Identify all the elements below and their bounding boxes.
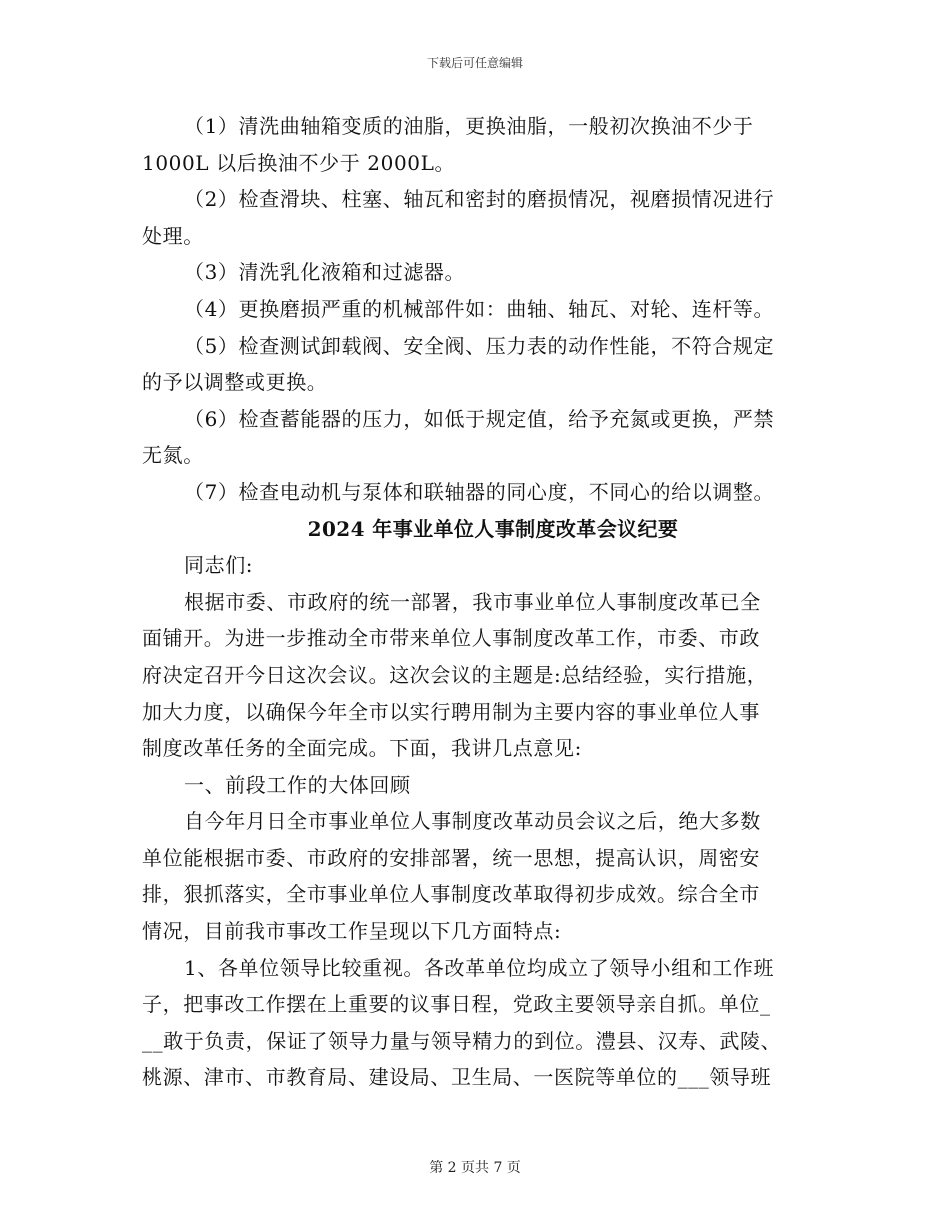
text-line: 无氮。 <box>142 443 204 468</box>
page-footer: 第 2 页共 7 页 <box>429 1160 521 1176</box>
text-line: 面铺开。为进一步推动全市带来单位人事制度改革工作，市委、市政 <box>142 626 760 651</box>
section-title: 2024 年事业单位人事制度改革会议纪要 <box>307 516 679 541</box>
document-body <box>142 108 808 1096</box>
text-line: 单位能根据市委、市政府的安排部署，统一思想，提高认识，周密安 <box>142 845 760 870</box>
text-line: 1000L 以后换油不少于 2000L。 <box>142 150 456 175</box>
text-line: 情况，目前我市事改工作呈现以下几方面特点: <box>142 919 562 944</box>
text-line: 桃源、津市、市教育局、建设局、卫生局、一医院等单位的___领导班 <box>142 1065 772 1090</box>
text-line: 子，把事改工作摆在上重要的议事日程，党政主要领导亲自抓。单位_ <box>142 992 771 1017</box>
text-line: 处理。 <box>142 223 204 248</box>
text-line: （7）检查电动机与泵体和联轴器的同心度，不同心的给以调整。 <box>184 479 775 504</box>
text-line: （6）检查蓄能器的压力，如低于规定值，给予充氮或更换，严禁 <box>184 406 775 431</box>
text-line: 的予以调整或更换。 <box>142 370 328 395</box>
page-header: 下载后可任意编辑 <box>426 56 523 70</box>
text-line: （1）清洗曲轴箱变质的油脂，更换油脂，一般初次换油不少于 <box>184 114 754 138</box>
text-line: （5）检查测试卸载阀、安全阀、压力表的动作性能，不符合规定 <box>184 333 775 358</box>
text-line: 府决定召开今日这次会议。这次会议的主题是:总结经验，实行措施， <box>142 662 768 687</box>
text-line: 根据市委、市政府的统一部署，我市事业单位人事制度改革已全 <box>184 589 761 614</box>
text-line: 自今年月日全市事业单位人事制度改革动员会议之后，绝大多数 <box>184 809 761 834</box>
text-line: 同志们: <box>184 553 254 578</box>
text-line: 一、前段工作的大体回顾 <box>184 772 411 797</box>
text-line: （4）更换磨损严重的机械部件如：曲轴、轴瓦、对轮、连杆等。 <box>184 296 775 321</box>
text-line: 制度改革任务的全面完成。下面，我讲几点意见: <box>142 736 582 761</box>
text-line: 1、各单位领导比较重视。各改革单位均成立了领导小组和工作班 <box>184 955 775 980</box>
text-line: 排，狠抓落实，全市事业单位人事制度改革取得初步成效。综合全市 <box>142 882 760 907</box>
text-line: __敢于负责，保证了领导力量与领导精力的到位。澧县、汉寿、武陵、 <box>142 1028 782 1053</box>
text-line: （3）清洗乳化液箱和过滤器。 <box>184 260 466 285</box>
text-line: 加大力度，以确保今年全市以实行聘用制为主要内容的事业单位人事 <box>142 699 760 724</box>
text-line: （2）检查滑块、柱塞、轴瓦和密封的磨损情况，视磨损情况进行 <box>184 187 775 212</box>
